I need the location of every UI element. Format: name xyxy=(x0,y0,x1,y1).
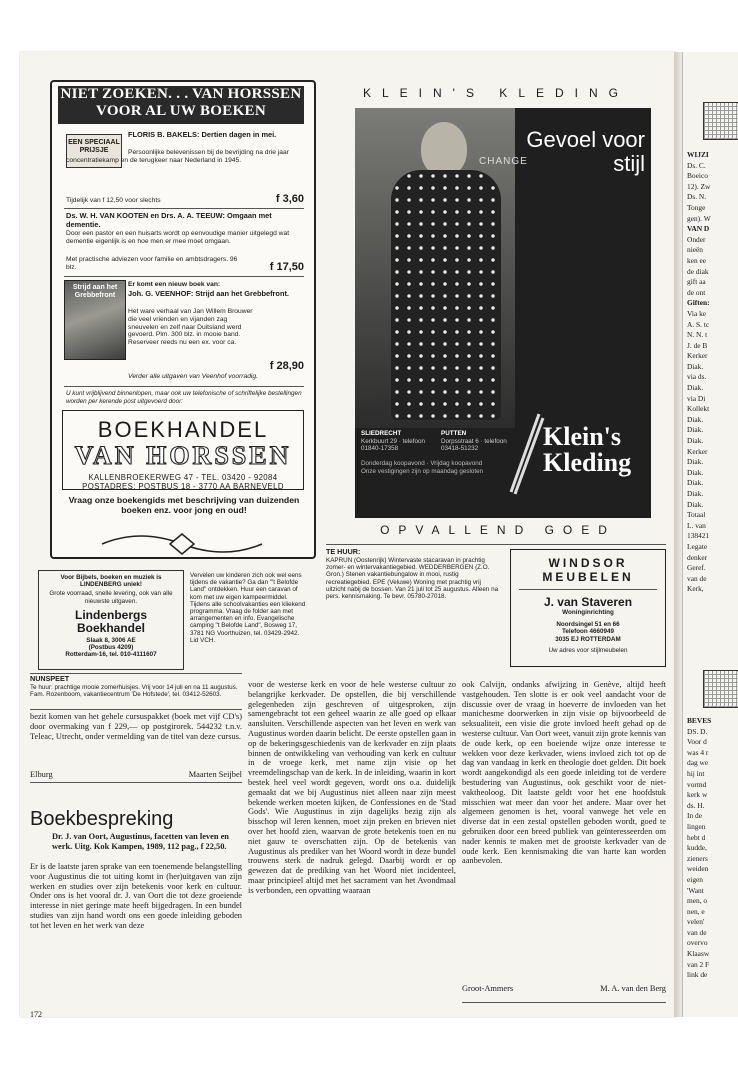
signature-author: Maarten Seijbel xyxy=(188,770,242,779)
fragment-line: link de xyxy=(687,970,708,980)
book3-description: Het ware verhaal van Jan Willem Brouwer die veel vrienden en vijanden zag sneuvelen en zelf naar Duitsland werd gevoerd. Plm. 300 blz. in mooie band. Reserveer reeds nu een ex. voor ca. xyxy=(128,308,253,347)
review-author: M. A. van den Berg xyxy=(600,984,666,993)
fragment-line: Diak. xyxy=(687,499,704,509)
boekhandel-logo-box xyxy=(62,410,304,490)
fragment-line: Kollekt xyxy=(687,404,710,414)
divider xyxy=(30,709,242,710)
review-column-3: ook Calvijn, ondanks afwijzing in Genève, altijd heeft vastgehouden. Ten slotte is er ook veel aandacht voor de discussie over de vraag in hoeverre de invloeden van het manichesme doorwerken in zijn visie op bijvoorbeeld de seksualiteit, een visie die grote invloed heeft gehad op de westerse cultuur. Van Oort weet, vanuit zijn grote kennis van de oude kerk, op een boeiende wijze onze interesse te wekken voor deze kerkvader, wiens invloed zich tot op de dag van vandaag in kerk en theologie doet gelden. Dit boek wordt aangekondigd als een goede inleiding tot de verdere bestudering van Augustinus, ook geschikt voor de niet-vaktheoloog. Dit laatste geldt voor het ene hoofdstuk misschien wat meer dan voor het andere. Maar over het algemeen genomen is het, vooral vanwege het vele en diverse dat in een zestal opstellen geboden wordt, goed te gebruiken door een breed publiek van geïnteresseerden om nader kennis te maken met de grootste kerkvader van de oude kerk. Een kennismaking die van harte kan worden aanbevolen. xyxy=(462,680,666,866)
fragment-line: de diak xyxy=(687,266,709,276)
store1-address: Kerkbuurt 29 · telefoon 01840-17358 xyxy=(361,438,426,453)
windsor-line-1: WINDSOR xyxy=(548,556,628,570)
store2-address: Dorpsstraat 6 · telefoon 03418-51232 xyxy=(441,438,507,453)
lindenberg-text: Grote voorraad, snelle levering, ook van alle nieuwste uitgaven. xyxy=(49,590,173,605)
headline-line-1: NIET ZOEKEN. . . VAN HORSSEN xyxy=(60,86,302,102)
fragment-line: nen, e xyxy=(687,906,705,916)
fragment-line: Diak. xyxy=(687,383,704,393)
previous-article-signature xyxy=(30,770,242,779)
fragment-line: Ds. N. xyxy=(687,192,707,202)
scroll-curl-ornament xyxy=(100,530,264,558)
fragment-line: lingen xyxy=(687,821,706,831)
fragment-line: ds. H. xyxy=(687,800,705,810)
review-column-2: voor de westerse kerk en voor de hele westerse cultuur zo belangrijke kerkvader. De opstellen, die bij verschillende gelegenheden zijn geschreven of uitgesproken, zijn samengebracht tot een geheel waarin ze alle goed op elkaar aansluiten. Verschillende aspecten van het leven en werk van Augustinus worden daarin belicht. De eerste opstellen gaan in op de bekeringsgeschiedenis van de kerkvader en zijn plaats binnen de ontwikkeling van verhouding van kerk en cultuur in de vroege kerk, met name zijn visie op het vreemdelingschap van de kerk. In de inleiding, waarin in kort bestek heel veel wordt gegeven, wordt ons o.a. duidelijk gemaakt dat we bij Augustinus niet alleen naar zijn meest bekende werken moeten kijken, de Confessiones en de 'Stad Gods'. Wie Augustinus in zijn dagelijks bezig zijn als bisschop wil leren kennen, moet zijn preken en brieven niet over het hoofd zien, waarvan de grote betekenis toen en nu niet gauw te overschatten zijn. Op de betekenis van Augustinus als prediker van het Woord wordt in deze bundel trouwens sterk de nadruk gelegd. Daarbij wordt er op gewezen dat de prediking van het Woord niet incidenteel, maar principieel altijd met het sacrament van het Avondmaal is verbonden, een opvatting waaraan xyxy=(248,680,456,895)
column-logo-box xyxy=(703,670,738,708)
fragment-line: dag we xyxy=(687,758,709,768)
fragment-line: Kerker xyxy=(687,351,708,361)
fragment-line: Giften: xyxy=(687,298,710,308)
book2-description: Door een pastor en een huisarts wordt op eenvoudige manier uitgelegd wat dementie eigenlijk is en hoe men er mee moet omgaan. xyxy=(66,230,290,245)
fragment-line: Diak. xyxy=(687,414,704,424)
pen-logo-mark xyxy=(505,408,545,498)
fragment-line: Diak. xyxy=(687,436,704,446)
fragment-line: Onder xyxy=(687,234,706,244)
fragment-line: Kerk, xyxy=(687,584,704,594)
order-disclaimer: U kunt vrijblijvend binnenlopen, maar ook uw telefonische of schriftelijke bestellingen worden per kerende post uitgevoerd door: xyxy=(66,390,302,405)
book2-note: Met practische adviezen voor familie en ambtsdragers. 96 blz. xyxy=(66,256,238,271)
horssen-headline xyxy=(58,86,304,124)
divider xyxy=(30,782,242,783)
kleins-photo-ad xyxy=(355,108,651,518)
fragment-line: L. van xyxy=(687,520,706,530)
fragment-line: van de xyxy=(687,927,707,937)
fragment-line: Diak. xyxy=(687,467,704,477)
kleins-top-banner: KLEIN'S KLEDING xyxy=(363,86,629,100)
windsor-name: J. van Staveren xyxy=(543,595,633,609)
fragment-line: vormd xyxy=(687,779,707,789)
fragment-line: Totaal xyxy=(687,510,706,520)
model-dress xyxy=(391,170,501,420)
fragment-line: Diak. xyxy=(687,489,704,498)
kleins-bottom-banner: OPVALLEND GOED xyxy=(380,523,616,537)
fragment-line: Diak. xyxy=(687,457,704,467)
fragment-line: 12). Zw xyxy=(687,181,711,191)
logo-line-1: BOEKHANDEL xyxy=(97,417,269,442)
windsor-address-2: Telefoon 4660949 xyxy=(561,628,615,636)
kleins-logo: Klein's Kleding xyxy=(543,422,632,477)
right-page-fragment xyxy=(682,52,738,1017)
headline-line-2: VOOR AL UW BOEKEN xyxy=(96,103,266,119)
fragment-line: BEVES xyxy=(687,716,712,725)
address-line-2: POSTADRES: POSTBUS 18 - 3770 AA BARNEVELD xyxy=(82,482,284,491)
fragment-column-1 xyxy=(687,150,738,595)
divider xyxy=(64,208,304,209)
book3-note: Verder alle uitgaven van Veenhof voorradig. xyxy=(128,373,258,380)
fragment-line: weiden xyxy=(687,864,709,874)
store1-name: SLIEDRECHT xyxy=(361,430,402,437)
lindenberg-address-2: (Postbus 4209) xyxy=(88,644,134,652)
fragment-line: via ds. xyxy=(687,372,707,382)
windsor-slogan: Uw adres voor stijlmeubelen xyxy=(548,646,628,654)
fragment-line: gift aa xyxy=(687,277,706,287)
windsor-line-2: MEUBELEN xyxy=(542,570,634,584)
fragment-line: DS. D. xyxy=(687,726,708,736)
fragment-line: eigen xyxy=(687,874,704,884)
book2-title: Ds. W. H. VAN KOOTEN en Drs. A. A. TEEUW: Omgaan met dementie. xyxy=(66,211,272,229)
fragment-line: Diak. xyxy=(687,478,704,488)
lindenberg-advertisement xyxy=(38,570,184,670)
fragment-column-2 xyxy=(687,716,738,981)
fragment-line: Kerker xyxy=(687,446,708,456)
fragment-line: kerk w xyxy=(687,790,708,800)
book-cover-image xyxy=(64,280,126,360)
te-huur-title: TE HUUR: xyxy=(326,547,361,556)
divider xyxy=(64,386,304,387)
fragment-line: velen' xyxy=(687,917,705,927)
lindenberg-address-1: Slaak 8, 3006 AE xyxy=(86,636,136,644)
divider xyxy=(64,276,304,277)
divider xyxy=(326,544,666,545)
fragment-line: WIJZI xyxy=(687,150,709,159)
nunspeet-text: Te huur: prachtige mooie zomerhuisjes. Vrij voor 14 juli en na 11 augustus. Fam. Rozenboom, vakantiecentrum 'De Hofstede', tel. 03412-52603. xyxy=(30,684,238,699)
fragment-line: denker xyxy=(687,552,708,562)
fragment-line: Klaasw xyxy=(687,949,710,959)
fragment-line: Via ke xyxy=(687,308,707,318)
fragment-line: zieners xyxy=(687,853,708,863)
fragment-line: Voor d xyxy=(687,737,707,747)
fragment-line: 138421 xyxy=(687,531,710,541)
fragment-line: hebt d xyxy=(687,832,706,842)
page-number: 172 xyxy=(30,1010,42,1019)
store2-name: PUTTEN xyxy=(441,430,467,437)
belofde-land-advertisement: Vervelen uw kinderen zich ook wel eens tijdens de vakantie? Ga dan "'t Belofde Land" ontdekken. Huur een caravan of kom met uw eigen kampeermiddel. Tijdens alle schoolvakanties een kliekend programma. Vraag de folder aan met arrangementen en info. Evangelische camping "t Belofde Land", Bosweg 17, 3781 NG Voorthuizen, tel. 03429-2942. Lid VCH. xyxy=(190,572,306,644)
store-hours: Donderdag koopavond · Vrijdag koopavond xyxy=(361,460,483,467)
logo-line-2: VAN HORSSEN xyxy=(74,441,292,470)
fragment-line: men, o xyxy=(687,896,708,906)
column-logo-box xyxy=(703,102,738,140)
divider xyxy=(462,1002,666,1003)
lindenberg-address-3: Rotterdam-16, tel. 010-4111607 xyxy=(65,651,157,659)
fragment-line: via Di xyxy=(687,393,706,403)
windsor-advertisement xyxy=(510,549,666,667)
review-column-1: Er is de laatste jaren sprake van een toenemende belangstelling voor Augustinus die tot uiting komt in (her)uitgaven van zijn werken en studies over zijn betekenis voor kerk en cultuur. Onder ons is het vooral dr. J. van Oort die tot deze groeiende interesse in niet geringe mate heeft bijgedragen. In een bundel studies van zijn hand wordt ons een goede inleiding geboden tot het leven en het werk van deze xyxy=(30,862,242,930)
lindenberg-intro: Voor Bijbels, boeken en muziek is LINDENBERG uniek! xyxy=(60,574,162,589)
lindenberg-name-2: Boekhandel xyxy=(76,620,145,635)
previous-article-tail: bezit komen van het gehele cursuspakket (boek met vijf CD's) door overmaking van f 229,— op postgirorek. 544232 t.n.v. Teleac, Utrecht, onder vermelding van de titel van deze cursus. xyxy=(30,712,242,741)
store-closed-note: Onze vestigingen zijn op maandag gesloten xyxy=(361,468,484,475)
fragment-line: Legate xyxy=(687,541,708,551)
windsor-address-3: 3035 EJ ROTTERDAM xyxy=(555,635,621,643)
book3-price: f 28,90 xyxy=(269,360,304,372)
fragment-line: N. N. t xyxy=(687,330,708,340)
model-face xyxy=(421,122,467,176)
slogan: Gevoel voor stijl xyxy=(526,127,645,176)
fragment-line: J. de B xyxy=(687,340,708,350)
fragment-line: A. S. tc xyxy=(687,319,710,329)
nunspeet-title: NUNSPEET xyxy=(30,674,70,683)
review-signature xyxy=(462,984,666,993)
fragment-line: de ont xyxy=(687,287,706,297)
review-place: Groot-Ammers xyxy=(462,984,514,993)
lindenberg-name-1: Lindenbergs xyxy=(74,607,147,622)
fragment-line: gen). W xyxy=(687,213,711,223)
shop-sign: CHANGE xyxy=(479,156,528,167)
fragment-line: Boeico xyxy=(687,171,708,181)
divider xyxy=(519,589,657,590)
fragment-line: nieën xyxy=(687,245,704,255)
fragment-line: In de xyxy=(687,811,702,821)
fragment-line: was 4 r xyxy=(687,747,709,757)
review-book-reference: Dr. J. van Oort, Augustinus, facetten van leven en werk. Uitg. Kok Kampen, 1989, 112 pag., f 22,50. xyxy=(52,832,229,851)
book1-note: Tijdelijk van f 12,50 voor slechts xyxy=(66,197,161,204)
fragment-line: Geref. xyxy=(687,563,706,573)
fragment-line: Diak. xyxy=(687,361,704,371)
book-cover-title: Strijd aan het Grebbefront xyxy=(72,284,118,299)
fragment-line: Diak. xyxy=(687,425,704,435)
review-heading: Boekbespreking xyxy=(30,808,174,830)
fragment-line: kudde, xyxy=(687,843,707,853)
book3-intro: Er komt een nieuw boek van: xyxy=(128,281,221,288)
fragment-line: 'Want xyxy=(687,885,704,895)
signature-place: Elburg xyxy=(30,770,53,779)
fragment-line: Ds. C. xyxy=(687,160,706,170)
book2-price: f 17,50 xyxy=(269,261,304,273)
book1-description: Persoonlijke belevenissen bij de bevrijding na drie jaar concentratiekamp en de terugkeer naar Nederland in 1945. xyxy=(66,149,289,164)
address-line-1: KALLENBROEKERWEG 47 - TEL. 03420 - 92084 xyxy=(88,473,278,482)
booklet-footer: Vraag onze boekengids met beschrijving van duizenden boeken enz. voor jong en oud! xyxy=(68,495,300,515)
book3-title: Joh. G. VEENHOF: Strijd aan het Grebbefront. xyxy=(128,289,289,298)
windsor-sub: Woninginrichting xyxy=(562,609,614,616)
windsor-address-1: Noordsingel 51 en 66 xyxy=(556,621,620,629)
fragment-line: hij int xyxy=(687,768,705,778)
book1-title: FLORIS B. BAKELS: Dertien dagen in mei. xyxy=(128,130,277,139)
fragment-line: ken ee xyxy=(687,255,707,265)
fragment-line: van 2 F xyxy=(687,959,710,969)
book1-price: f 3,60 xyxy=(275,193,304,205)
page-gutter xyxy=(674,52,682,1017)
fragment-line: VAN D xyxy=(687,224,710,234)
te-huur-text: KAPRUN (Oostenrijk) Wintervaste stacaravan in prachtig zomer- en wintervakantiegebied. WEDDERBERGEN (Z.O. Gron.) Stenen vakantiebungalow in mooi, rustig recreatiegebied. EPE (Veluwe) Woning met prachtig vrij uitzicht nabij de bossen. Van 21 juli tot 25 augustus. Alleen na pers. kennismaking. Te bevr. 05780-27018. xyxy=(326,557,499,601)
fragment-line: van de xyxy=(687,573,707,583)
fragment-line: Tonge xyxy=(687,202,706,212)
fragment-line: overvo xyxy=(687,938,708,948)
special-price-stamp: EEN SPECIAAL PRIJSJE xyxy=(66,134,122,168)
